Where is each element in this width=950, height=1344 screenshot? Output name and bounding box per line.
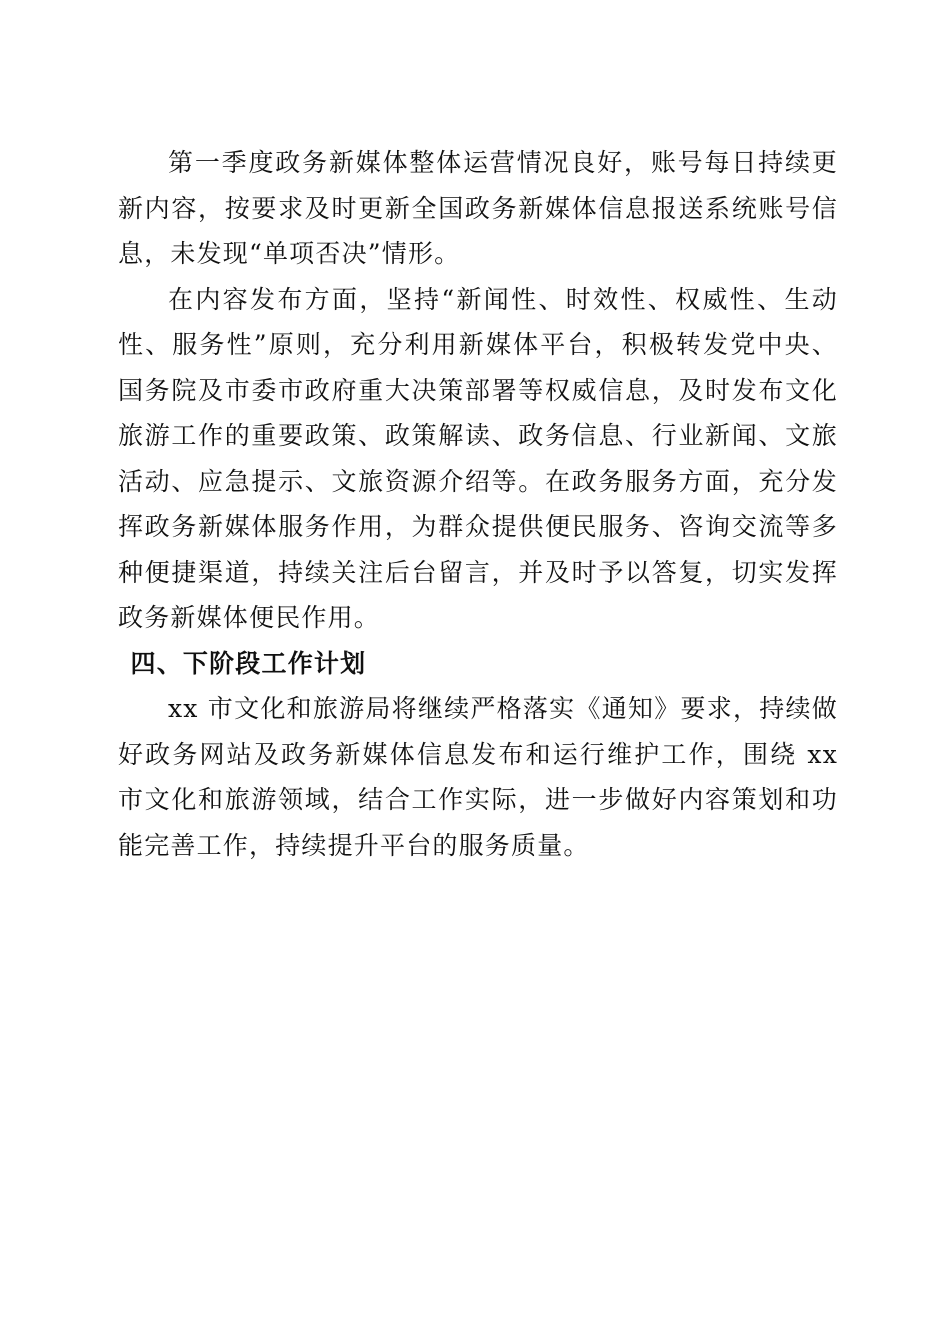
document-body [118, 140, 838, 868]
section-heading-next-plan: 四、下阶段工作计划 [130, 648, 367, 678]
paragraph-content-publishing: 在内容发布方面，坚持“新闻性、时效性、权威性、生动性、服务性”原则，充分利用新媒体平台，积极转发党中央、国务院及市委市政府重大决策部署等权威信息，及时发布文化旅游工作的重要政策、政策解读、政务信息、行业新闻、文旅活动、应急提示、文旅资源介绍等。在政务服务方面，充分发挥政务新媒体服务作用，为群众提供便民服务、咨询交流等多种便捷渠道，持续关注后台留言，并及时予以答复，切实发挥政务新媒体便民作用。 [118, 284, 838, 632]
paragraph-operations-summary: 第一季度政务新媒体整体运营情况良好，账号每日持续更新内容，按要求及时更新全国政务新媒体信息报送系统账号信息，未发现“单项否决”情形。 [118, 148, 838, 268]
paragraph-next-plan: xx 市文化和旅游局将继续严格落实《通知》要求，持续做好政务网站及政务新媒体信息发布和运行维护工作，围绕 xx 市文化和旅游领域，结合工作实际，进一步做好内容策划和功能完善工作，持续提升平台的服务质量。 [118, 694, 838, 860]
